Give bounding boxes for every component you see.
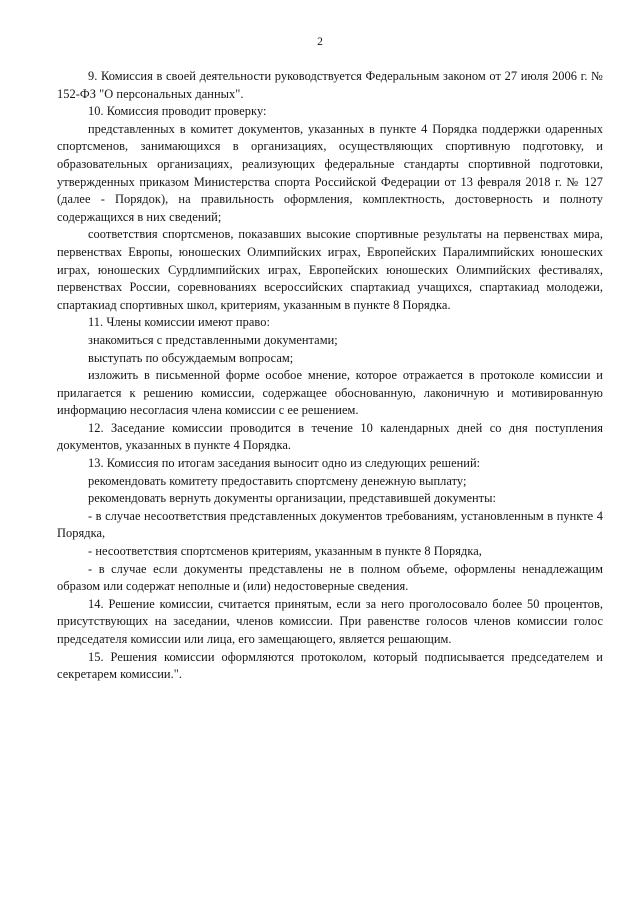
paragraph-13-item-payment: рекомендовать комитету предоставить спортсмену денежную выплату; — [88, 473, 467, 488]
page-number: 2 — [317, 36, 323, 48]
paragraph-10: 10. Комиссия проводит проверку: — [88, 104, 267, 119]
paragraph-13: 13. Комиссия по итогам заседания выносит одно из следующих решений: — [88, 456, 481, 471]
paragraph-13-subitem-requirements: - в случае несоответствия представленных документов требованиям, установленным в пункте 4 Порядка, — [57, 508, 603, 541]
paragraph-12: 12. Заседание комиссии проводится в течение 10 календарных дней со дня поступления документов, указанных в пункте 4 Порядка. — [57, 420, 603, 453]
paragraph-13-item-return: рекомендовать вернуть документы организации, представившей документы: — [88, 491, 497, 506]
document-body — [57, 68, 603, 684]
paragraph-11: 11. Члены комиссии имеют право: — [88, 315, 270, 330]
paragraph-9: 9. Комиссия в своей деятельности руководствуется Федеральным законом от 27 июля 2006 г. № 152-ФЗ "О персональных данных". — [57, 69, 603, 101]
paragraph-13-subitem-incomplete: - в случае если документы представлены не в полном объеме, оформлены ненадлежащим образом или содержат неполные и (или) недостоверные сведения. — [57, 561, 603, 594]
paragraph-11-item-review: знакомиться с представленными документами; — [88, 332, 338, 347]
paragraph-10-item-athletes: соответствия спортсменов, показавших высокие спортивные результаты на первенствах мира, первенствах Европы, юношеских Олимпийских играх, Европейских Паралимпийских юношеских играх, юношеских Сурдлимпийских играх, Европейских юношеских Олимпийских фестивалях, первенствах России, соревнованиях всероссийских спартакиад учащихся, спартакиад молодежи, спартакиад спортивных школ, критериям, указанным в пункте 8 Порядка. — [57, 227, 603, 312]
paragraph-14: 14. Решение комиссии, считается принятым, если за него проголосовало более 50 процентов, присутствующих на заседании, членов комиссии. При равенстве голосов членов комиссии голос председателя комиссии или лица, его замещающего, является решающим. — [57, 596, 603, 646]
paragraph-10-item-documents: представленных в комитет документов, указанных в пункте 4 Порядка поддержки одаренных спортсменов, занимающихся в организациях, осуществляющих спортивную подготовку, и образовательных организациях, реализующих федеральные стандарты спортивной подготовки, утвержденных приказом Министерства спорта Российской Федерации от 13 февраля 2018 г. № 127 (далее - Порядок), на правильность оформления, комплектность, достоверность и полноту содержащихся в них сведений; — [57, 121, 603, 224]
paragraph-15: 15. Решения комиссии оформляются протоколом, который подписывается председателем и секретарем комиссии.". — [57, 649, 603, 682]
paragraph-13-subitem-criteria: - несоответствия спортсменов критериям, указанным в пункте 8 Порядка, — [88, 544, 482, 559]
paragraph-11-item-speak: выступать по обсуждаемым вопросам; — [88, 350, 294, 365]
paragraph-11-item-opinion: изложить в письменной форме особое мнение, которое отражается в протоколе комиссии и прилагается к решению комиссии, содержащее обоснованную, лаконичную и мотивированную информацию несогласия члена комиссии с ее решением. — [57, 368, 603, 418]
